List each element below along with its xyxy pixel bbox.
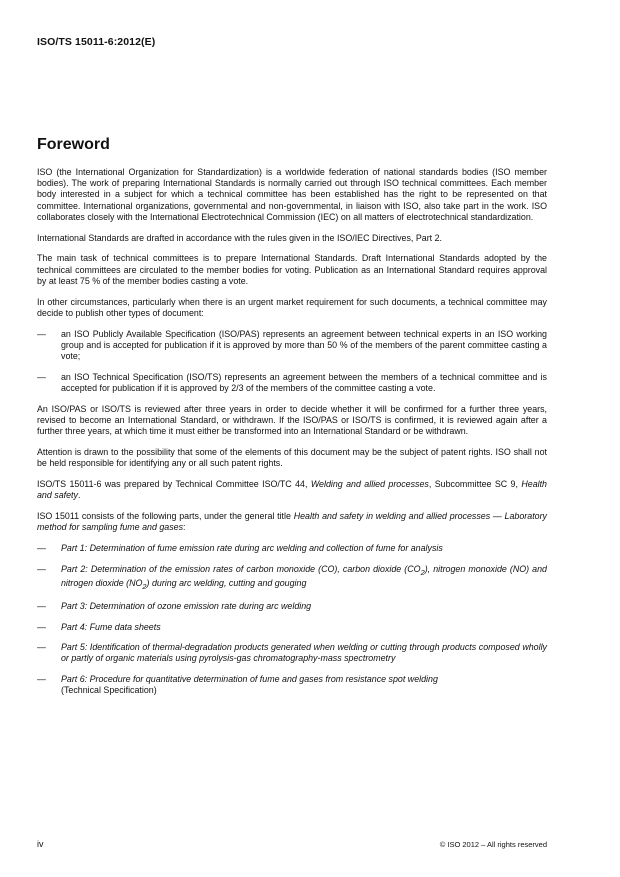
subscript: 2	[420, 567, 425, 577]
part-5-text: Part 5: Identification of thermal-degradation products generated when welding or cutting through products composed wholly or partly of organic materials using pyrolysis-gas chromatography-mass spectrometry	[61, 642, 547, 664]
paragraph-other-circumstances: In other circumstances, particularly when there is an urgent market requirement for such documents, a technical committee may decide to publish other types of document:	[37, 296, 547, 318]
dash-bullet: —	[37, 563, 46, 574]
list-item-part-1	[37, 543, 547, 554]
part-6-note: (Technical Specification)	[61, 685, 157, 696]
part-6-text	[61, 674, 547, 696]
list-item-part-6	[37, 674, 547, 696]
page-number: iv	[37, 839, 44, 849]
series-end: :	[183, 522, 186, 533]
part-2-text-c: ) during arc welding, cutting and gouging	[146, 577, 307, 588]
series-general-title: Health and safety in welding and allied processes — Laboratory method for sampling fume and gases	[37, 511, 547, 533]
dash-bullet: —	[37, 600, 46, 611]
paragraph-iso-intro: ISO (the International Organization for Standardization) is a worldwide federation of national standards bodies (ISO member bodies). The work of preparing International Standards is normally carried out through ISO technical committees. Each member body interested in a subject for which a technical committee has been established has the right to be represented on that committee. International organizations, governmental and non-governmental, in liaison with ISO, also take part in the work. ISO collaborates closely with the International Electrotechnical Commission (IEC) on all matters of electrotechnical standardization.	[37, 167, 547, 222]
paragraph-prepared-by	[37, 479, 547, 501]
tc-title: Welding and allied processes	[310, 479, 429, 490]
part-2-text-b: ), nitrogen monoxide (NO) and nitrogen dioxide (NO	[61, 563, 547, 588]
parts-list	[37, 543, 547, 696]
subscript: 2	[142, 581, 147, 591]
list-item-part-3	[37, 601, 547, 612]
part-6-title: Part 6: Procedure for quantitative determination of fume and gases from resistance spot welding	[61, 673, 438, 684]
paragraph-patent: Attention is drawn to the possibility that some of the elements of this document may be the subject of patent rights. ISO shall not be held responsible for identifying any or all such patent rights.	[37, 447, 547, 469]
list-item-text: an ISO Technical Specification (ISO/TS) represents an agreement between the members of a technical committee and is accepted for publication if it is approved by 2/3 of the members of the committee casting a vote.	[61, 371, 547, 394]
document-code: ISO/TS 15011-6:2012(E)	[37, 36, 156, 48]
paragraph-main-task: The main task of technical committees is to prepare International Standards. Draft International Standards adopted by the technical committees are circulated to the member bodies for voting. Publication as an International Standard requires approval by at least 75 % of the member bodies casting a vote.	[37, 253, 547, 286]
page-title: Foreword	[37, 136, 110, 153]
part-2-text	[61, 564, 547, 592]
part-1-text: Part 1: Determination of fume emission rate during arc welding and collection of fume for analysis	[61, 543, 443, 554]
list-item-part-2	[37, 564, 547, 592]
foreword-body	[37, 167, 547, 706]
sc-title: Health and safety	[37, 479, 547, 501]
paragraph-directives: International Standards are drafted in accordance with the rules given in the ISO/IEC Directives, Part 2.	[37, 232, 443, 243]
dash-bullet: —	[37, 621, 46, 632]
dash-bullet: —	[37, 328, 46, 339]
paragraph-review: An ISO/PAS or ISO/TS is reviewed after three years in order to decide whether it will be confirmed for a further three years, revised to become an International Standard, or withdrawn. If the ISO/PAS or ISO/TS is confirmed, it is reviewed again after a further three years, at which time it must either be transformed into an International Standard or be withdrawn.	[37, 403, 547, 437]
list-item-part-5	[37, 642, 547, 664]
series-lead: ISO 15011 consists of the following parts, under the general title	[37, 511, 294, 522]
list-item-iso-ts	[37, 372, 547, 394]
list-item-part-4	[37, 622, 547, 633]
dash-bullet: —	[37, 543, 46, 554]
prepared-end: .	[77, 490, 81, 501]
part-4-text: Part 4: Fume data sheets	[61, 621, 161, 632]
list-item-iso-pas	[37, 329, 547, 363]
dash-bullet: —	[37, 673, 46, 684]
copyright-notice: © ISO 2012 – All rights reserved	[439, 840, 547, 849]
paragraph-series	[37, 511, 547, 533]
prepared-mid: , Subcommittee SC 9,	[428, 479, 522, 490]
prepared-lead: ISO/TS 15011-6 was prepared by Technical Committee ISO/TC 44,	[37, 479, 311, 490]
dash-bullet: —	[37, 371, 46, 382]
dash-bullet: —	[37, 642, 46, 653]
list-item-text: an ISO Publicly Available Specification (ISO/PAS) represents an agreement between technical experts in an ISO working group and is accepted for publication if it is approved by more than 50 % of the members of the parent committee casting a vote;	[61, 328, 547, 362]
part-3-text: Part 3: Determination of ozone emission rate during arc welding	[61, 600, 312, 611]
part-2-text-a: Part 2: Determination of the emission rates of carbon monoxide (CO), carbon dioxide (CO	[61, 563, 421, 574]
